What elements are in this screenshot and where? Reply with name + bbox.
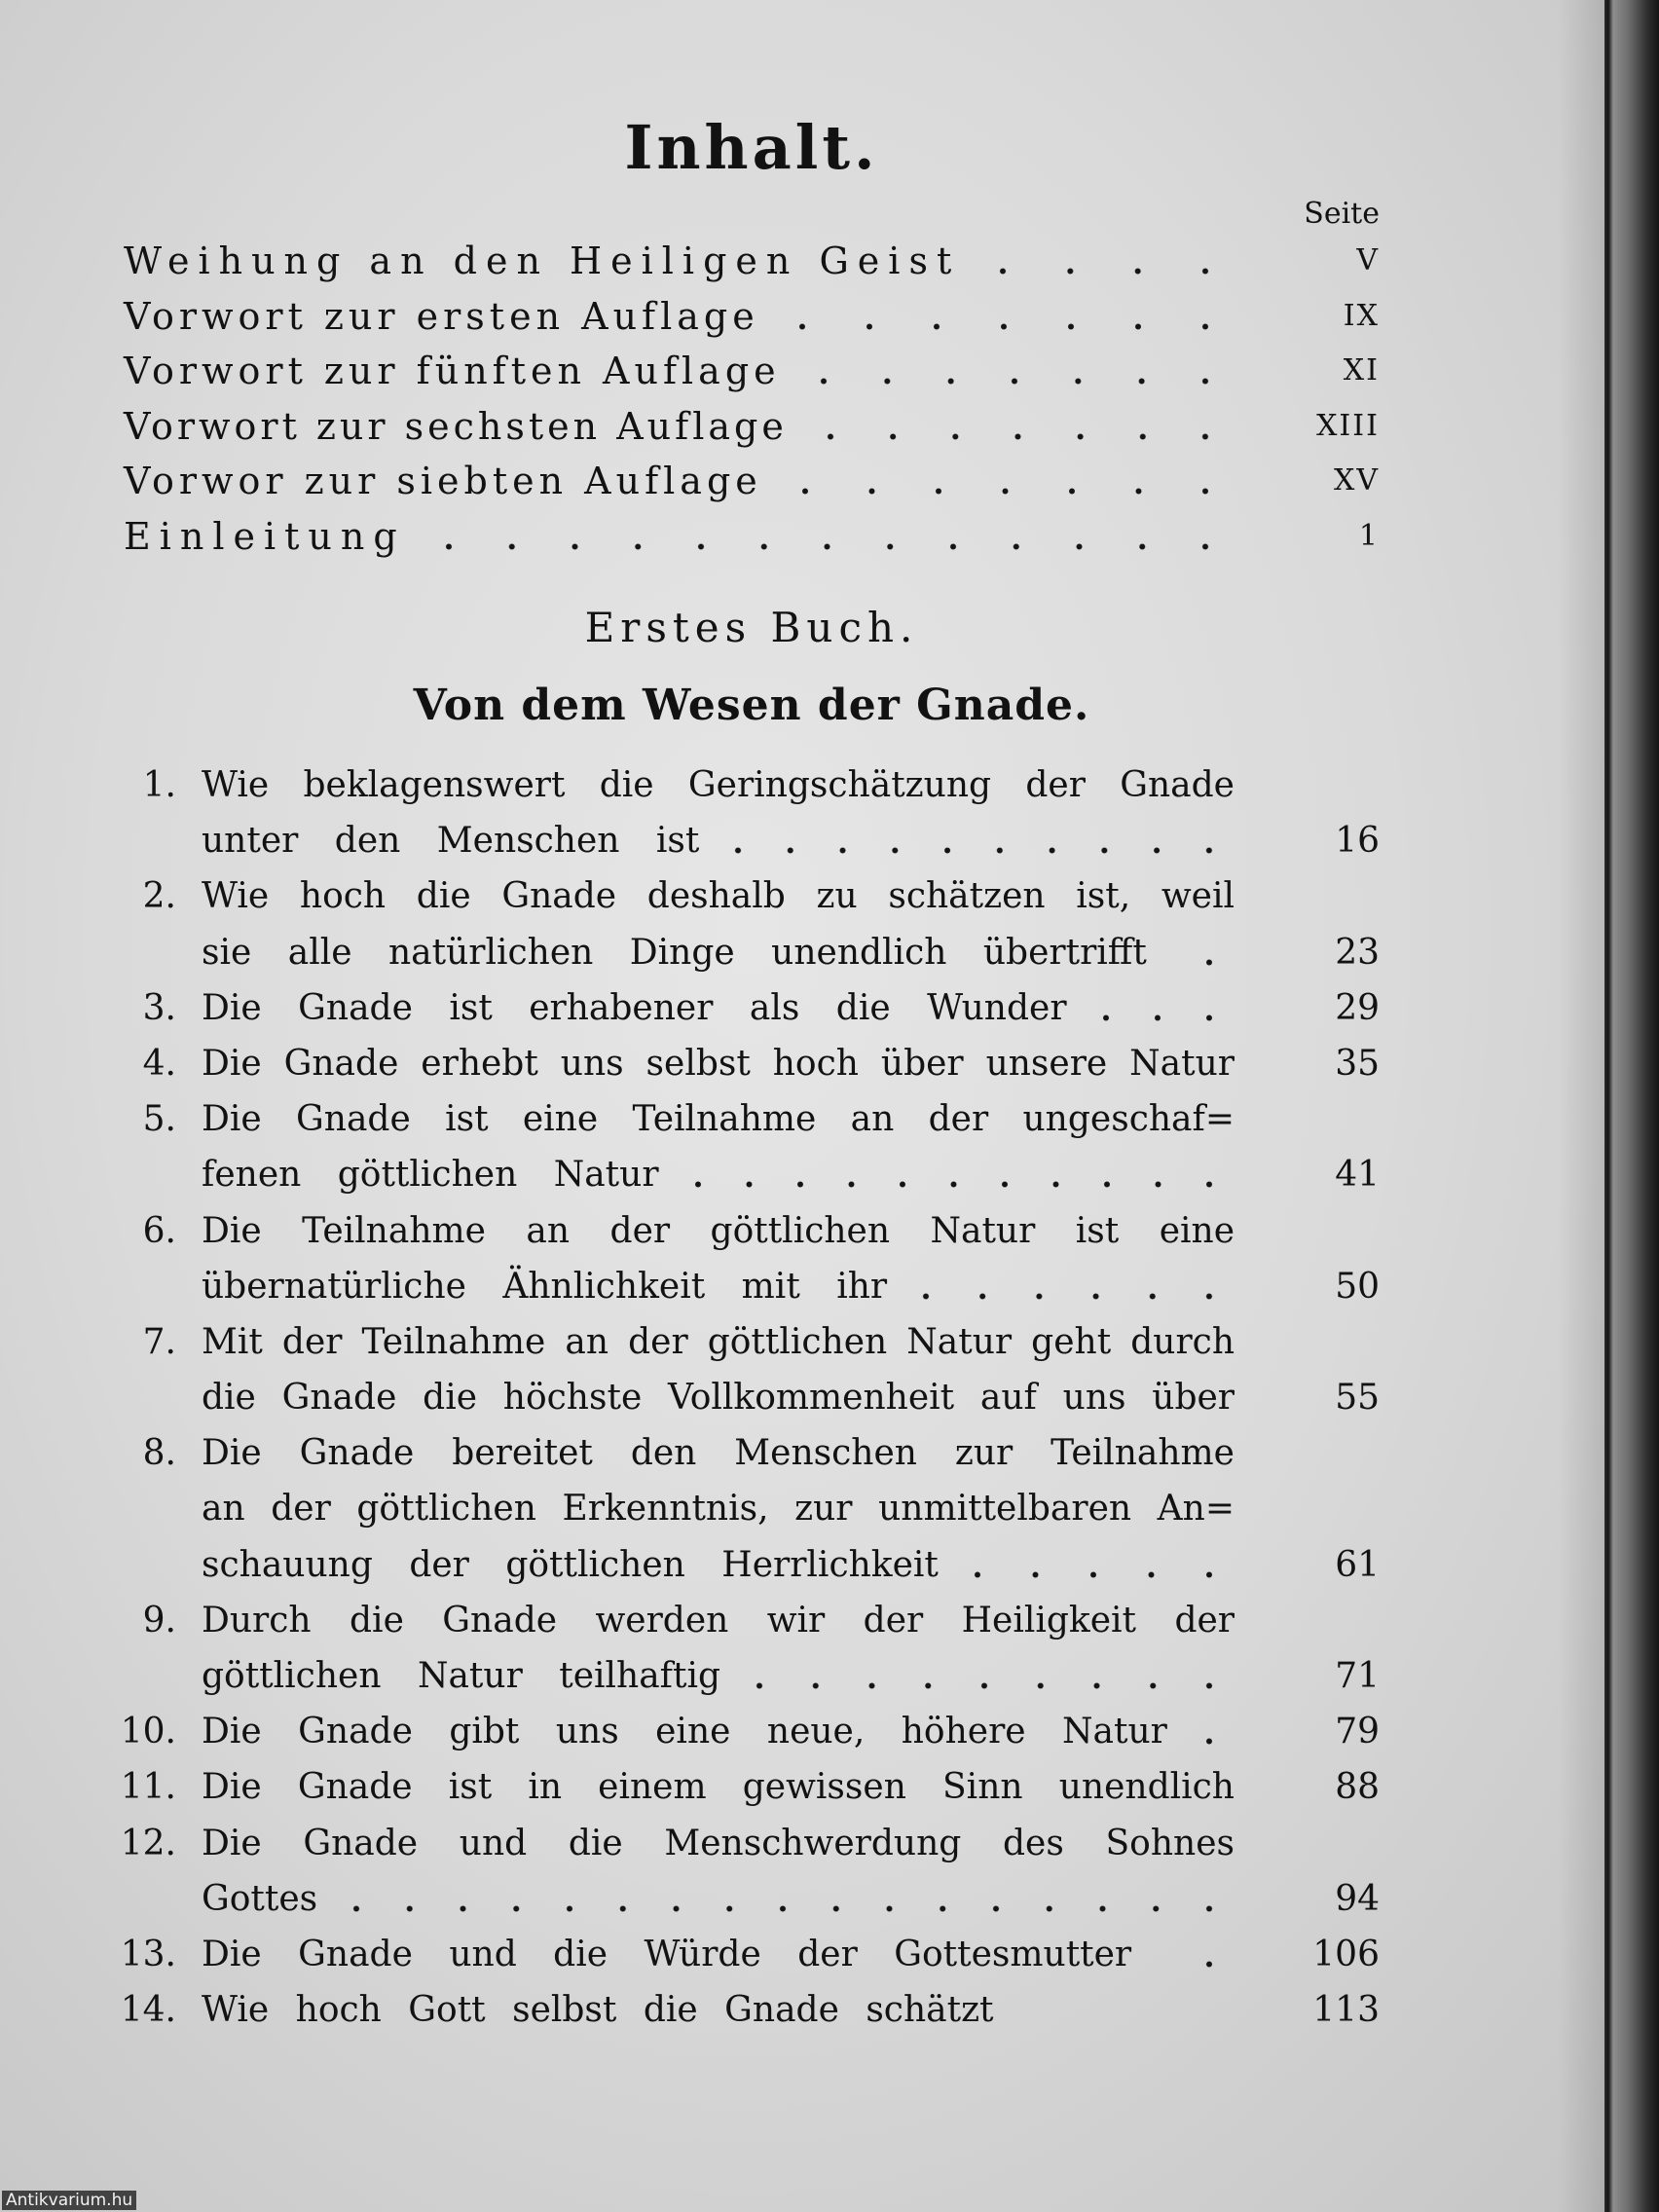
toc-entry <box>0 1593 1659 1704</box>
front-matter-label: Vorwort zur fünften Auflage <box>124 350 781 393</box>
toc-entry <box>0 1091 1659 1202</box>
entry-page-number: 113 <box>1312 1990 1380 2031</box>
entry-number: 5. <box>142 1099 176 1140</box>
entry-title-line: Die Gnade erhebt uns selbst hoch über unsere Natur <box>202 1043 1235 1084</box>
front-matter-page: XIII <box>1316 408 1380 443</box>
entry-page-number: 16 <box>1335 821 1380 862</box>
entry-title-line: Die Gnade ist in einem gewissen Sinn unendlich <box>202 1767 1235 1808</box>
entry-title-line <box>202 813 1235 868</box>
front-matter-row <box>124 344 1380 399</box>
book-heading: Erstes Buch. <box>584 604 919 651</box>
toc-entry <box>0 1314 1659 1425</box>
front-matter-row <box>124 234 1380 289</box>
dot-leader <box>901 1259 1235 1314</box>
entry-page-number: 88 <box>1335 1767 1380 1808</box>
front-matter-page: XI <box>1343 353 1380 388</box>
entry-title-text: fenen göttlichen Natur <box>202 1155 659 1196</box>
front-matter-page: V <box>1356 243 1380 277</box>
front-matter-row <box>124 454 1380 509</box>
entry-title-line: Die Gnade und die Menschwerdung des Sohnes <box>202 1823 1235 1863</box>
dot-leader <box>773 289 1235 345</box>
entry-page-number: 71 <box>1335 1656 1380 1696</box>
entry-title <box>202 1816 1235 1927</box>
book-subheading: Von dem Wesen der Gnade. <box>413 681 1090 730</box>
front-matter-label: Vorwort zur ersten Auflage <box>124 294 759 338</box>
entry-title-text: Die Gnade gibt uns eine neue, höhere Natur <box>202 1712 1167 1752</box>
entry-title-line: Mit der Teilnahme an der göttlichen Natur geht durch <box>202 1321 1235 1362</box>
entry-title-text: sie alle natürlichen Dinge unendlich übertrifft <box>202 932 1147 973</box>
entry-title <box>202 1704 1235 1759</box>
entry-title-line <box>202 980 1235 1036</box>
entry-page-number: 79 <box>1335 1712 1380 1752</box>
entry-title-text: Die Gnade ist erhabener als die Wunder <box>202 987 1067 1028</box>
entry-title-line <box>202 1704 1235 1759</box>
entry-page-number: 35 <box>1335 1043 1380 1084</box>
entry-number: 13. <box>120 1934 176 1974</box>
entry-title <box>202 1759 1235 1815</box>
entry-number: 14. <box>120 1990 176 2031</box>
entry-title <box>202 1091 1235 1202</box>
front-matter-list <box>124 234 1380 565</box>
toc-entry <box>0 1982 1659 2038</box>
toc-entry <box>0 757 1659 868</box>
dot-leader <box>713 813 1235 868</box>
entry-page-number: 94 <box>1335 1878 1380 1919</box>
entry-number: 1. <box>142 765 176 805</box>
page-column-label: Seite <box>1304 197 1380 231</box>
entry-title-line: Die Teilnahme an der göttlichen Natur ist eine <box>202 1210 1235 1251</box>
toc-entry <box>0 1203 1659 1314</box>
toc-entry <box>0 1759 1659 1815</box>
entry-title <box>202 1314 1235 1425</box>
entry-number: 9. <box>142 1600 176 1641</box>
watermark: Antikvarium.hu <box>2 2191 136 2210</box>
entry-title-line: Die Gnade bereitet den Menschen zur Teilnahme <box>202 1433 1235 1474</box>
front-matter-page: 1 <box>1358 518 1380 553</box>
toc-entry <box>0 1704 1659 1759</box>
entry-number: 3. <box>142 987 176 1028</box>
dot-leader <box>1181 1704 1235 1759</box>
front-matter-line <box>124 454 1235 509</box>
entry-title-line: Wie beklagenswert die Geringschätzung der Gnade <box>202 765 1235 805</box>
entry-title-line <box>202 1259 1235 1314</box>
front-matter-label: Vorwort zur sechsten Auflage <box>124 404 788 448</box>
toc-entry <box>0 980 1659 1036</box>
entry-title-line: an der göttlichen Erkenntnis, zur unmittelbaren An= <box>202 1489 1235 1530</box>
entry-number: 6. <box>142 1210 176 1251</box>
dot-leader <box>801 399 1235 455</box>
front-matter-line <box>124 399 1235 455</box>
dot-leader <box>420 509 1235 565</box>
entry-title <box>202 1425 1235 1593</box>
dot-leader <box>952 1537 1235 1593</box>
entry-title-text: Wie hoch Gott selbst die Gnade schätzt <box>202 1990 994 2031</box>
front-matter-line <box>124 344 1235 399</box>
entry-title-text: unter den Menschen ist <box>202 821 700 862</box>
dot-leader <box>794 344 1235 399</box>
entry-title-line <box>202 1871 1235 1927</box>
front-matter-line <box>124 289 1235 345</box>
entry-title-line: Die Gnade ist eine Teilnahme an der ungeschaf= <box>202 1099 1235 1140</box>
entry-page-number: 61 <box>1335 1544 1380 1585</box>
entry-title-line: die Gnade die höchste Vollkommenheit auf uns über <box>202 1378 1235 1419</box>
entry-title <box>202 1036 1235 1091</box>
front-matter-label: Vorwor zur siebten Auflage <box>124 460 762 503</box>
entry-number: 7. <box>142 1321 176 1362</box>
entry-title-line <box>202 1537 1235 1593</box>
dot-leader <box>974 234 1235 289</box>
entry-page-number: 106 <box>1312 1934 1380 1974</box>
entry-number: 12. <box>120 1823 176 1863</box>
entry-title <box>202 1593 1235 1704</box>
entry-title-text: schauung der göttlichen Herrlichkeit <box>202 1544 939 1585</box>
front-matter-row <box>124 399 1380 455</box>
front-matter-label: Weihung an den Heiligen Geist <box>124 240 961 282</box>
dot-leader <box>1161 925 1235 980</box>
entry-page-number: 41 <box>1335 1155 1380 1196</box>
entry-page-number: 50 <box>1335 1266 1380 1307</box>
entry-title <box>202 757 1235 868</box>
entry-title <box>202 1203 1235 1314</box>
entry-title-line: Wie hoch die Gnade deshalb zu schätzen ist, weil <box>202 876 1235 917</box>
dot-leader <box>673 1147 1235 1202</box>
entry-title <box>202 868 1235 979</box>
page-title: Inhalt. <box>624 112 879 183</box>
toc-entry <box>0 1816 1659 1927</box>
entry-number: 10. <box>120 1712 176 1752</box>
entry-title-text: Die Gnade und die Würde der Gottesmutter <box>202 1934 1132 1974</box>
front-matter-row <box>124 509 1380 565</box>
dot-leader <box>1081 980 1235 1036</box>
entry-number: 8. <box>142 1433 176 1474</box>
front-matter-line <box>124 234 1235 289</box>
entry-title-line <box>202 1982 1235 2038</box>
entry-title <box>202 1927 1235 1982</box>
dot-leader <box>734 1648 1235 1704</box>
entry-title-line <box>202 1648 1235 1704</box>
entry-title-line <box>202 925 1235 980</box>
entry-number: 2. <box>142 876 176 917</box>
front-matter-label: Einleitung <box>124 514 406 558</box>
front-matter-page: XV <box>1333 463 1380 498</box>
dot-leader <box>1145 1927 1235 1982</box>
entry-title-line <box>202 1147 1235 1202</box>
front-matter-line <box>124 509 1235 565</box>
entry-page-number: 29 <box>1335 987 1380 1028</box>
entry-page-number: 55 <box>1335 1378 1380 1419</box>
entry-title-text: übernatürliche Ähnlichkeit mit ihr <box>202 1266 888 1307</box>
entry-title-line: Durch die Gnade werden wir der Heiligkeit der <box>202 1600 1235 1641</box>
front-matter-row <box>124 289 1380 345</box>
entry-title-text: göttlichen Natur teilhaftig <box>202 1656 721 1696</box>
dot-leader <box>776 454 1235 509</box>
entry-page-number: 23 <box>1335 932 1380 973</box>
front-matter-page: IX <box>1343 298 1380 333</box>
entry-title-line <box>202 1927 1235 1982</box>
dot-leader <box>331 1871 1235 1927</box>
toc-entry <box>0 1425 1659 1593</box>
toc-entry <box>0 1036 1659 1091</box>
entry-title <box>202 980 1235 1036</box>
toc-entry <box>0 1927 1659 1982</box>
chapter-list <box>0 757 1659 2038</box>
entry-title-text: Gottes <box>202 1878 318 1919</box>
entry-number: 4. <box>142 1043 176 1084</box>
toc-entry <box>0 868 1659 979</box>
entry-number: 11. <box>120 1767 176 1808</box>
entry-title <box>202 1982 1235 2038</box>
